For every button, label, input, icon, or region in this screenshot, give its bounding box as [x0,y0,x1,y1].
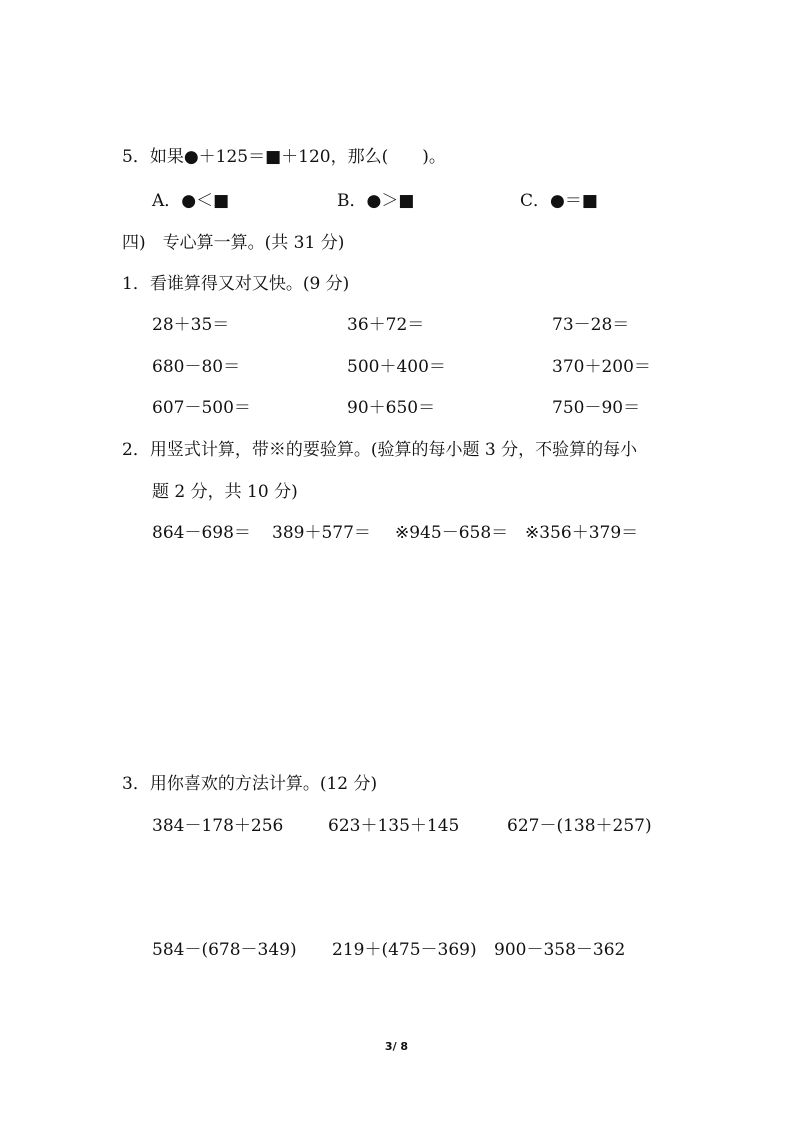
vertical-calc-item: ※356＋379＝ [525,523,639,543]
calc-item: 90＋650＝ [347,398,436,418]
q5-option-b: B．●＞■ [337,191,415,211]
calc-item: 36＋72＝ [347,315,425,335]
calc-item: 370＋200＝ [552,357,651,377]
expression-item: 623＋135＋145 [328,816,460,836]
expression-item: 584－(678－349) [152,940,297,960]
part-3-title: 3．用你喜欢的方法计算。(12 分) [122,774,378,794]
expression-item: 384－178＋256 [152,816,284,836]
q5-option-a: A．●＜■ [152,191,230,211]
calc-item: 680－80＝ [152,357,241,377]
vertical-calc-item: 864－698＝ [152,523,251,543]
calc-item: 73－28＝ [552,315,630,335]
expression-item: 900－358－362 [494,940,626,960]
part-1-title: 1．看谁算得又对又快。(9 分) [122,274,350,294]
q5-option-c: C．●＝■ [520,191,598,211]
section-4-title: 四) 专心算一算。(共 31 分) [122,233,345,253]
part-2-title-line1: 2．用竖式计算，带※的要验算。(验算的每小题 3 分，不验算的每小 [122,440,638,460]
page-number: 3/ 8 [384,1040,409,1053]
q5-stem: 5．如果●＋125＝■＋120，那么( )。 [122,147,446,167]
calc-item: 28＋35＝ [152,315,230,335]
calc-item: 607－500＝ [152,398,251,418]
expression-item: 219＋(475－369) [332,940,477,960]
vertical-calc-item: 389＋577＝ [272,523,371,543]
expression-item: 627－(138＋257) [507,816,652,836]
calc-item: 500＋400＝ [347,357,446,377]
calc-item: 750－90＝ [552,398,641,418]
part-2-title-line2: 题 2 分，共 10 分) [152,482,298,502]
vertical-calc-item: ※945－658＝ [395,523,509,543]
